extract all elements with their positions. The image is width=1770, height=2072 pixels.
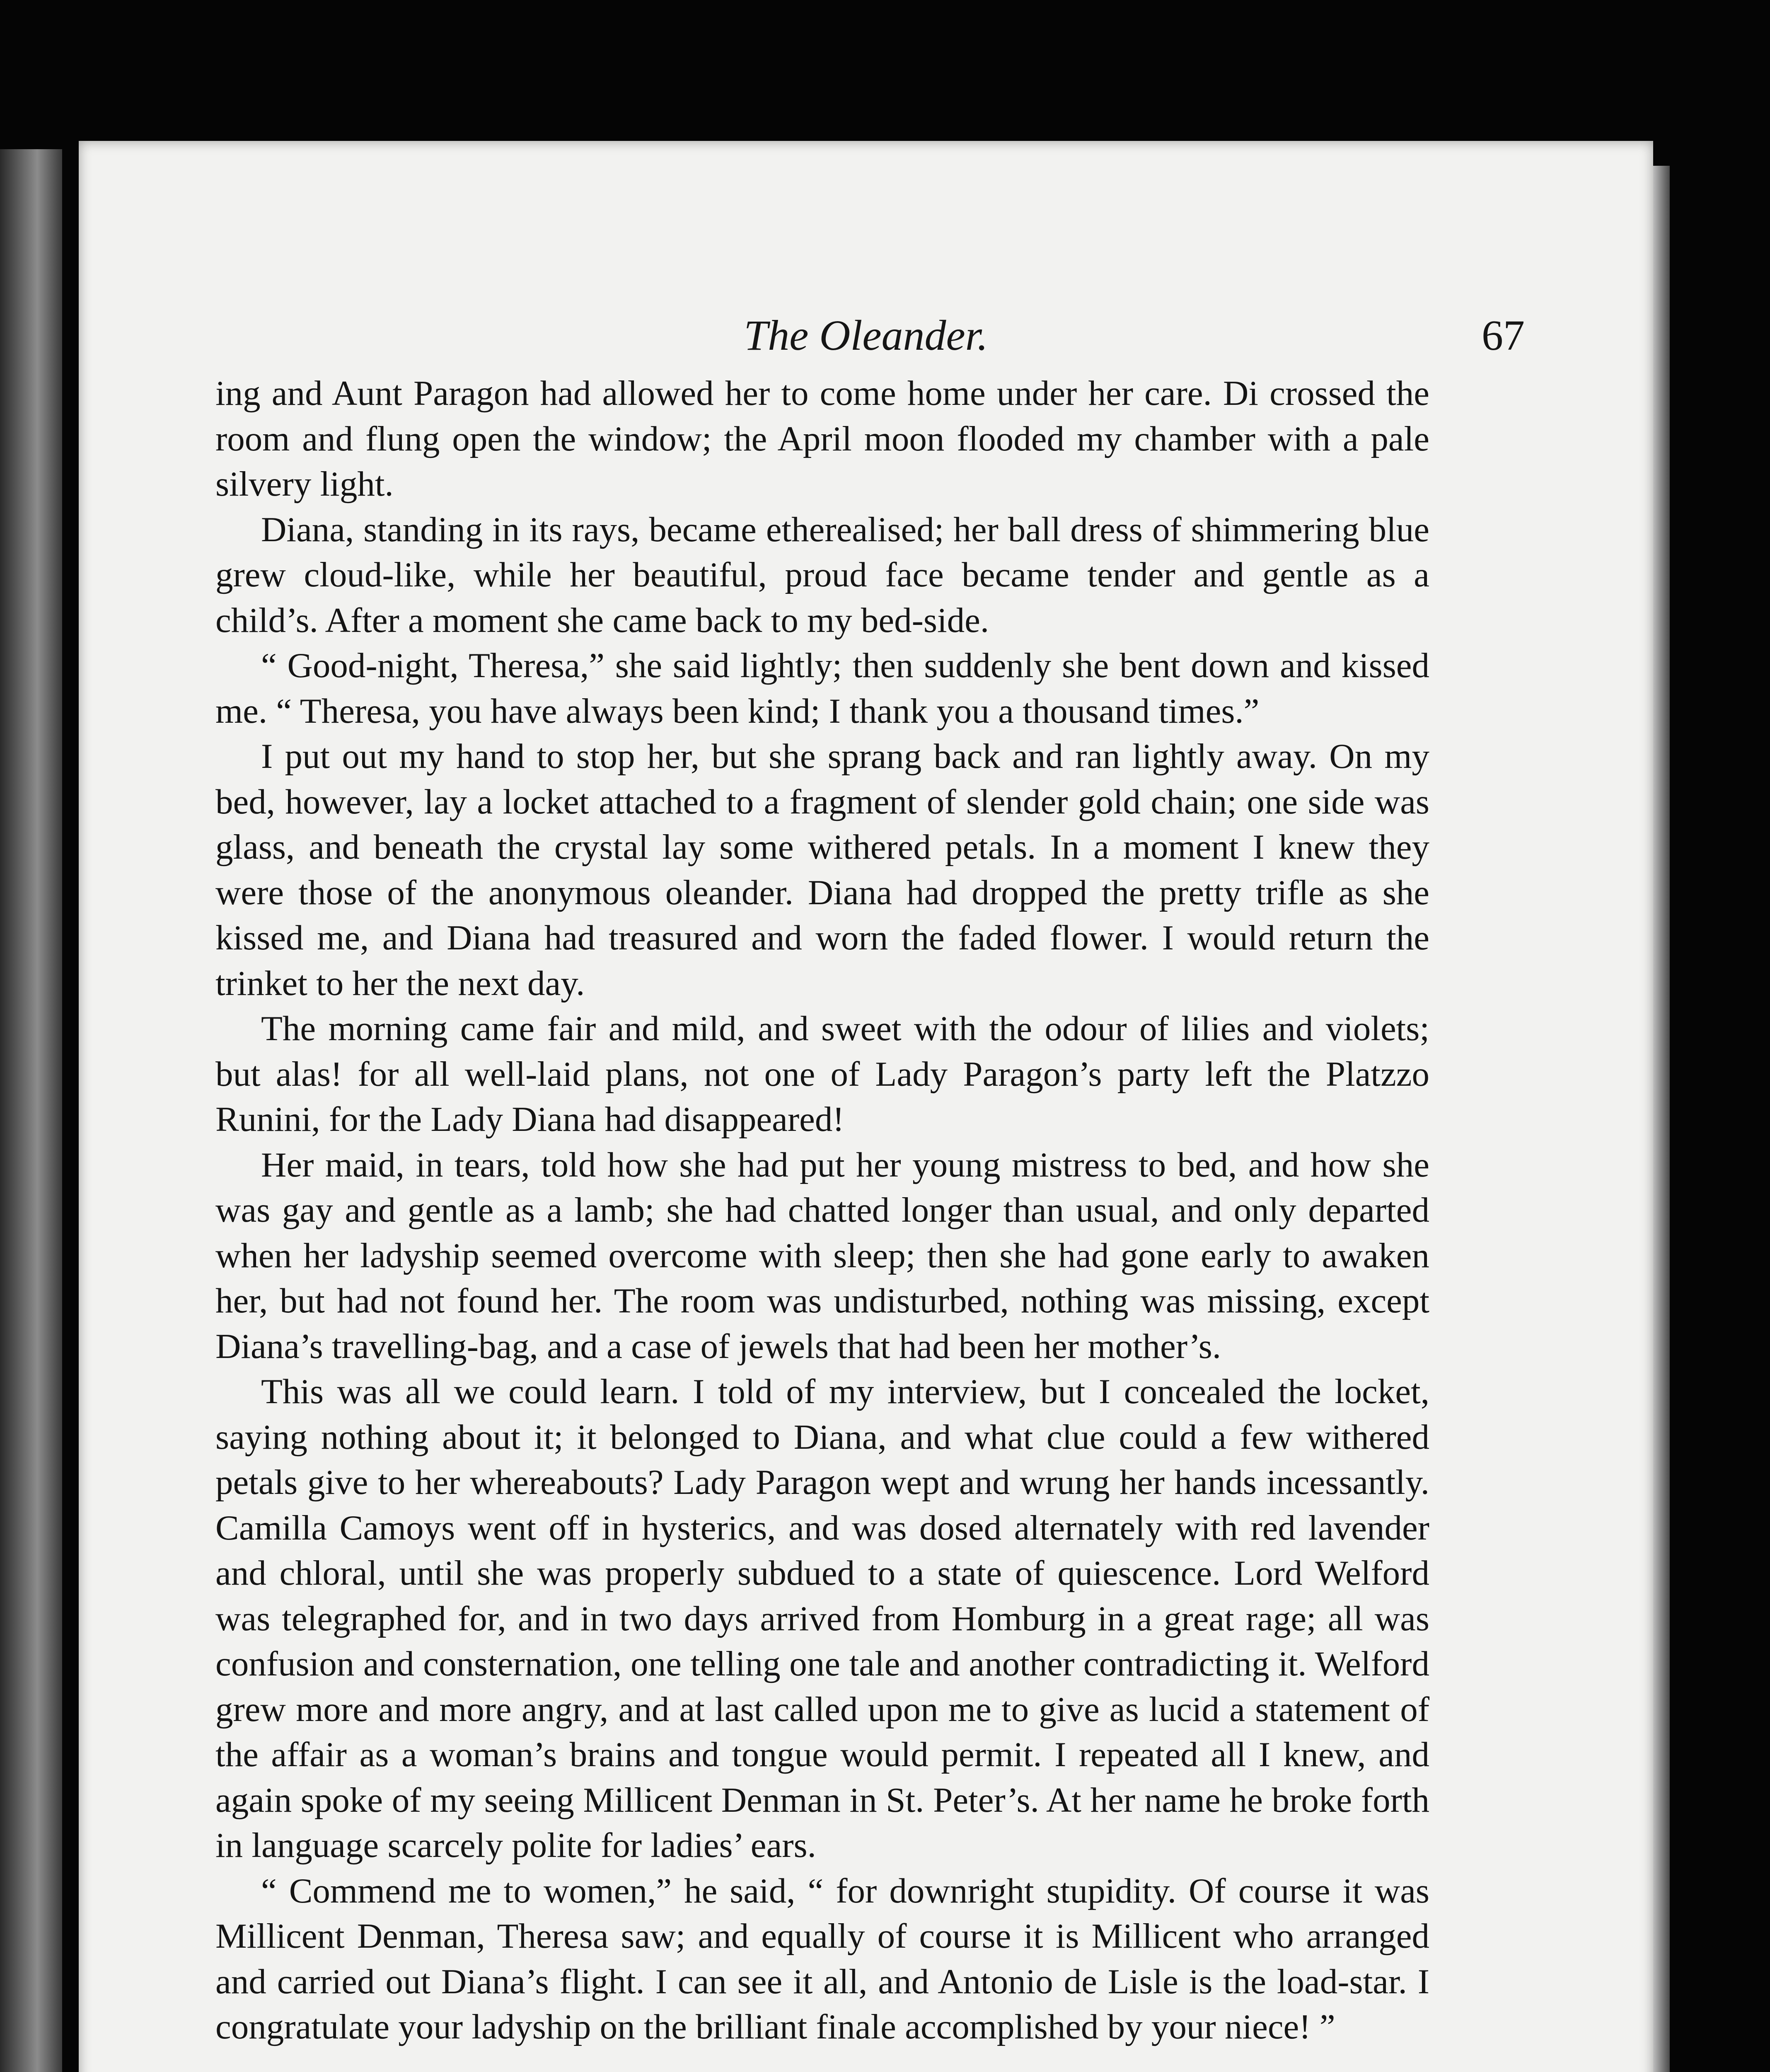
paragraph: “ Commend me to women,” he said, “ for downright stupidity. Of course it was Millicent Denman, Theresa saw; and equally of course it is Millicent who arranged and carried out Diana’s flight. I can see it all, and Antonio de Lisle is the load-star. I congratulate your ladyship on the brilliant finale accomplished by your niece! ” — [215, 1871, 1429, 2046]
book-page — [79, 141, 1653, 2072]
running-title: The Oleander. — [744, 312, 988, 359]
page-number: 67 — [1482, 312, 1525, 359]
previous-page-edge — [0, 149, 62, 2072]
paragraph: I put out my hand to stop her, but she sprang back and ran lightly away. On my bed, however, lay a locket attached to a fragment of slender gold chain; one side was glass, and beneath the crystal lay some withered petals. In a moment I knew they were those of the anonymous oleander. Diana had dropped the pretty trifle as she kissed me, and Diana had treasured and worn the faded flower. I would return the trinket to her the next day. — [215, 737, 1429, 1003]
paragraph: Her maid, in tears, told how she had put her young mistress to bed, and how she was gay and gentle as a lamb; she had chatted longer than usual, and only departed when her ladyship seemed overcome with sleep; then she had gone early to awaken her, but had not found her. The room was undisturbed, nothing was missing, except Diana’s travelling-bag, and a case of jewels that had been her mother’s. — [215, 1145, 1429, 1366]
page-right-edge — [1653, 166, 1670, 2072]
running-head — [79, 307, 1653, 365]
body-text — [215, 371, 1429, 2050]
paragraph: Diana, standing in its rays, became etherealised; her ball dress of shimmering blue grew cloud-like, while her beautiful, proud face became tender and gentle as a child’s. After a moment she came back to my bed-side. — [215, 510, 1429, 640]
paragraph: “ Good-night, Theresa,” she said lightly; then suddenly she bent down and kissed me. “ Theresa, you have always been kind; I thank you a thousand times.” — [215, 646, 1429, 731]
paragraph: The morning came fair and mild, and sweet with the odour of lilies and violets; but alas! for all well-laid plans, not one of Lady Paragon’s party left the Platzzo Runini, for the Lady Diana had disappeared! — [215, 1009, 1429, 1139]
paragraph: This was all we could learn. I told of my interview, but I concealed the locket, saying nothing about it; it belonged to Diana, and what clue could a few withered petals give to her whereabouts? Lady Paragon wept and wrung her hands incessantly. Camilla Camoys went off in hysterics, and was dosed alternately with red lavender and chloral, until she was properly subdued to a state of quiescence. Lord Welford was telegraphed for, and in two days arrived from Homburg in a great rage; all was confusion and consternation, one telling one tale and another contradicting it. Welford grew more and more angry, and at last called upon me to give as lucid a statement of the affair as a woman’s brains and tongue would permit. I repeated all I knew, and again spoke of my seeing Millicent Denman in St. Peter’s. At her name he broke forth in language scarcely polite for ladies’ ears. — [215, 1372, 1429, 1865]
paragraph-continued: ing and Aunt Paragon had allowed her to come home under her care. Di crossed the room and flung open the window; the April moon flooded my chamber with a pale silvery light. — [215, 374, 1429, 503]
